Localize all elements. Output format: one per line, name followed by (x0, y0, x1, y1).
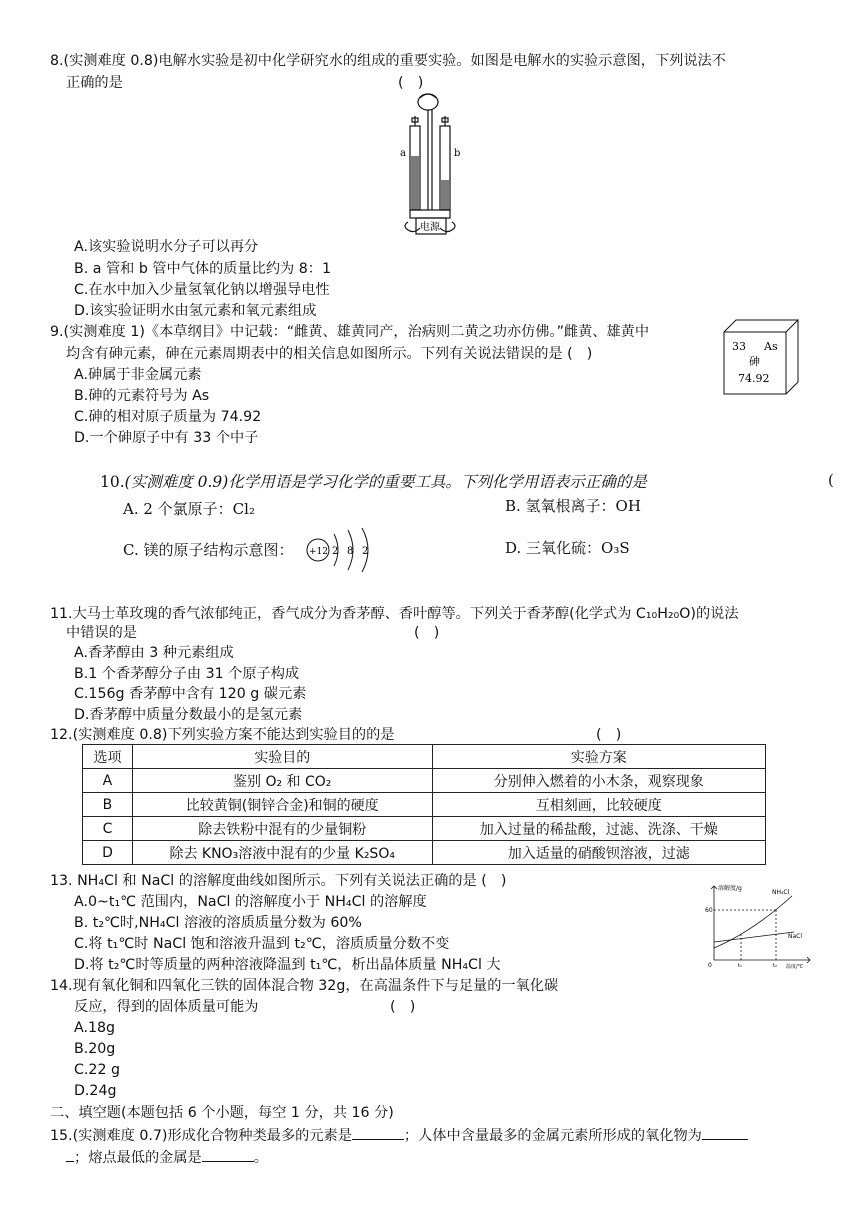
table-cell: 比较黄铜(铜锌合金)和铜的硬度 (132, 793, 432, 817)
q13-option-b: B. t₂℃时,NH₄Cl 溶液的溶质质量分数为 60% (74, 915, 362, 931)
q10-difficulty: (实测难度 0.9) (124, 473, 229, 491)
q8-stem-line2: 正确的是 (66, 75, 123, 91)
electrolysis-apparatus-figure (398, 92, 470, 240)
table-cell: 除去铁粉中混有的少量铜粉 (132, 817, 432, 841)
arsenic-element-card (722, 318, 802, 396)
q14-option-d: D.24g (74, 1083, 117, 1099)
q15-blank-2-continued (66, 1147, 74, 1162)
table-cell: A (83, 769, 133, 793)
table-cell: C (83, 817, 133, 841)
q11-option-d: D.香茅醇中质量分数最小的是氢元素 (74, 707, 303, 723)
q10-stem-text: 化学用语是学习化学的重要工具。下列化学用语表示正确的是 (228, 473, 647, 491)
q12-answer-paren: ( ) (596, 727, 622, 743)
q12-experiment-table (82, 744, 766, 865)
table-header-cell: 实验方案 (432, 745, 766, 769)
q8-option-d: D.该实验证明水由氢元素和氧元素组成 (74, 303, 317, 319)
q9-option-c: C.砷的相对原子质量为 74.92 (74, 409, 262, 425)
table-row (83, 769, 766, 793)
q15-part1: 15.(实测难度 0.7)形成化合物种类最多的元素是 (50, 1128, 352, 1144)
x-tick-t1: t₁ (738, 963, 742, 969)
q8-option-a: A.该实验说明水分子可以再分 (74, 239, 259, 255)
shell-2-electrons: 8 (347, 546, 354, 557)
element-symbol: As (764, 340, 778, 353)
q11-option-b: B.1 个香茅醇分子由 31 个原子构成 (74, 666, 300, 682)
table-header-row (83, 745, 766, 769)
q15-blank-2[interactable] (702, 1125, 748, 1140)
table-cell: 加入适量的硝酸钡溶液，过滤 (432, 841, 766, 865)
table-cell: 加入过量的稀盐酸，过滤、洗涤、干燥 (432, 817, 766, 841)
q11-stem-line2: 中错误的是 (66, 625, 137, 641)
q10-option-a: A. 2 个氯原子：Cl₂ (123, 500, 255, 518)
q15-blank-3[interactable] (202, 1147, 254, 1162)
q9-stem-line1: 9.(实测难度 1)《本草纲目》中记载：“雌黄、雄黄同产，治病则二黄之功亦仿佛。”雌黄、雄黄中 (50, 324, 650, 340)
q9-option-a: A.砷属于非金属元素 (74, 367, 202, 383)
q15-part4: 。 (253, 1150, 268, 1166)
q14-option-b: B.20g (74, 1041, 116, 1057)
q15-part3: ；熔点最低的金属是 (74, 1150, 202, 1166)
element-atomic-mass: 74.92 (738, 372, 770, 385)
nucleus-charge: +12 (309, 547, 328, 557)
q13-option-c: C.将 t₁℃时 NaCl 饱和溶液升温到 t₂℃，溶质质量分数不变 (74, 936, 450, 952)
q11-answer-paren: ( ) (414, 625, 440, 641)
q8-answer-paren: ( ) (398, 75, 424, 91)
q10-number: 10. (100, 473, 125, 491)
q8-option-b: B. a 管和 b 管中气体的质量比约为 8：1 (74, 261, 331, 277)
q13-option-a: A.0~t₁℃ 范围内，NaCl 的溶解度小于 NH₄Cl 的溶解度 (74, 894, 427, 910)
q14-option-c: C.22 g (74, 1062, 120, 1078)
nacl-curve (714, 932, 794, 942)
table-cell: D (83, 841, 133, 865)
origin-label: 0 (708, 962, 712, 969)
q13-stem: 13. NH₄Cl 和 NaCl 的溶解度曲线如图所示。下列有关说法正确的是 ( ) (50, 873, 507, 889)
q11-option-c: C.156g 香茅醇中含有 120 g 碳元素 (74, 686, 307, 702)
q15-part2: ；人体中含量最多的金属元素所形成的氧化物为 (403, 1128, 702, 1144)
q9-option-d: D.一个砷原子中有 33 个中子 (74, 430, 259, 446)
q9-stem-line2: 均含有砷元素，砷在元素周期表中的相关信息如图所示。下列有关说法错误的是 ( ) (66, 346, 593, 362)
table-cell: 鉴别 O₂ 和 CO₂ (132, 769, 432, 793)
magnesium-atom-structure-diagram (306, 526, 382, 572)
section-2-heading: 二、填空题(本题包括 6 个小题，每空 1 分，共 16 分) (50, 1105, 394, 1121)
legend-nacl: NaCl (788, 933, 803, 940)
solubility-curve-graph (702, 880, 814, 970)
q10-stem (100, 472, 647, 492)
q10-option-b: B. 氢氧根离子：OH (505, 497, 641, 515)
x-axis-label: 温度/℃ (786, 964, 804, 970)
q10-option-d: D. 三氧化硫：O₃S (505, 539, 630, 557)
tube-a-label: a (400, 148, 406, 159)
q11-option-a: A.香茅醇由 3 种元素组成 (74, 645, 234, 661)
q8-option-c: C.在水中加入少量氢氧化钠以增强导电性 (74, 282, 330, 298)
table-cell: 互相刻画，比较硬度 (432, 793, 766, 817)
q13-option-d: D.将 t₂℃时等质量的两种溶液降温到 t₁℃，析出晶体质量 NH₄Cl 大 (74, 957, 501, 973)
table-row (83, 841, 766, 865)
q14-option-a: A.18g (74, 1020, 116, 1036)
table-cell: 除去 KNO₃溶液中混有的少量 K₂SO₄ (132, 841, 432, 865)
shell-3-electrons: 2 (362, 546, 369, 557)
power-label: 电源 (420, 222, 440, 233)
table-row (83, 817, 766, 841)
table-row (83, 793, 766, 817)
q14-stem-line2: 反应，得到的固体质量可能为 (74, 999, 259, 1015)
x-tick-t2: t₂ (773, 963, 777, 969)
q11-stem-line1: 11.大马士革玫瑰的香气浓郁纯正，香气成分为香茅醇、香叶醇等。下列关于香茅醇(化学式为 C₁₀H₂₀O)的说法 (50, 606, 739, 622)
element-atomic-number: 33 (732, 340, 746, 353)
tube-b-label: b (454, 148, 461, 159)
table-header-cell: 选项 (83, 745, 133, 769)
q15-line1 (50, 1125, 748, 1146)
q10-option-c-text: C. 镁的原子结构示意图： (123, 541, 294, 559)
q15-blank-1[interactable] (352, 1125, 404, 1140)
q10-answer-paren: ( (828, 471, 834, 489)
table-cell: 分别伸入燃着的小木条，观察现象 (432, 769, 766, 793)
table-header-cell: 实验目的 (132, 745, 432, 769)
q8-stem-line1: 8.(实测难度 0.8)电解水实验是初中化学研究水的组成的重要实验。如图是电解水的实验示意图，下列说法不 (50, 53, 726, 69)
table-cell: B (83, 793, 133, 817)
element-name: 砷 (749, 355, 760, 368)
q9-option-b: B.砷的元素符号为 As (74, 388, 210, 404)
legend-nh4cl: NH₄Cl (772, 889, 790, 896)
q12-stem: 12.(实测难度 0.8)下列实验方案不能达到实验目的的是 (50, 727, 395, 743)
shell-1-electrons: 2 (332, 546, 339, 557)
y-axis-label: 溶解度/g (718, 885, 742, 892)
q14-stem-line1: 14.现有氧化铜和四氧化三铁的固体混合物 32g，在高温条件下与足量的一氧化碳 (50, 978, 559, 994)
q10-option-c (123, 540, 293, 560)
q14-answer-paren: ( ) (390, 999, 416, 1015)
q15-line2 (66, 1147, 268, 1168)
y-tick-60: 60 (705, 907, 713, 914)
